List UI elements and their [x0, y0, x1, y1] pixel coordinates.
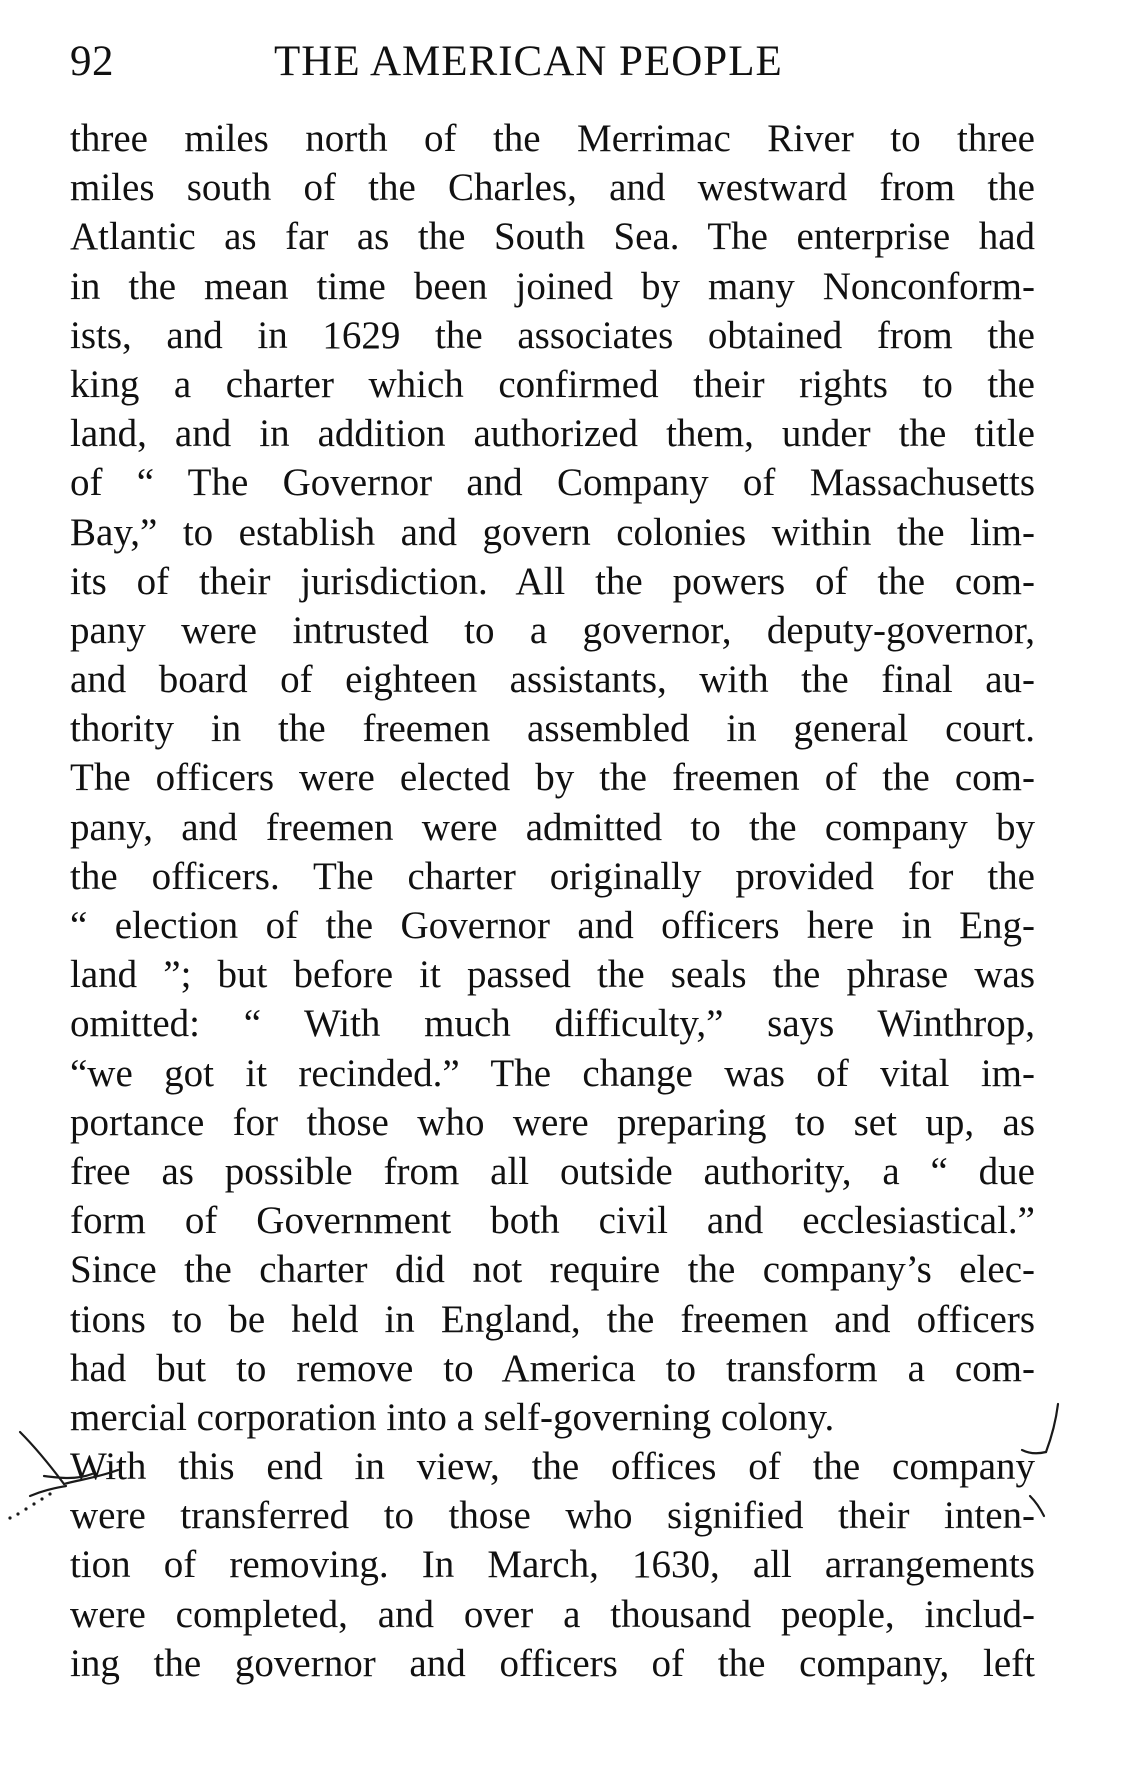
text-line: “we got it recinded.” The change was of vital im- [70, 1051, 1035, 1095]
text-line: The officers were elected by the freemen of the com- [70, 756, 1035, 800]
page-header-title: THE AMERICAN PEOPLE [274, 38, 783, 85]
text-line: pany were intrusted to a governor, deputy-governor, [70, 608, 1035, 652]
text-line: mercial corporation into a self-governing colony. [70, 1395, 835, 1439]
text-line: miles south of the Charles, and westward from the [70, 166, 1035, 210]
text-line: form of Government both civil and ecclesiastical.” [70, 1199, 1035, 1243]
text-line: ists, and in 1629 the associates obtained from the [70, 313, 1035, 357]
text-line: Bay,” to establish and govern colonies within the lim- [70, 510, 1035, 554]
text-line: omitted: “ With much difficulty,” says Winthrop, [70, 1002, 1035, 1046]
text-line: portance for those who were preparing to set up, as [70, 1100, 1035, 1144]
text-line: and board of eighteen assistants, with the final au- [70, 658, 1035, 702]
body-text [70, 114, 1035, 1688]
text-line: land, and in addition authorized them, under the title [70, 412, 1035, 456]
dotted-mark-left [8, 1492, 51, 1519]
text-line: had but to remove to America to transform a com- [70, 1346, 1035, 1390]
text-line: ing the governor and officers of the company, left [70, 1641, 1035, 1685]
text-line: in the mean time been joined by many Nonconform- [70, 264, 1035, 308]
text-line: of “ The Governor and Company of Massachusetts [70, 461, 1035, 505]
text-line: land ”; but before it passed the seals the phrase was [70, 953, 1035, 997]
text-line: king a charter which confirmed their rights to the [70, 362, 1035, 406]
text-line: free as possible from all outside authority, a “ due [70, 1149, 1035, 1193]
page-number: 92 [70, 38, 114, 85]
text-line: tions to be held in England, the freemen and officers [70, 1297, 1035, 1341]
text-line: its of their jurisdiction. All the powers of the com- [70, 559, 1035, 603]
text-line: tion of removing. In March, 1630, all arrangements [70, 1543, 1035, 1587]
text-line: Since the charter did not require the company’s elec- [70, 1248, 1035, 1292]
text-line: With this end in view, the offices of the company [70, 1445, 1035, 1489]
text-line: were completed, and over a thousand people, includ- [70, 1592, 1035, 1636]
text-line: “ election of the Governor and officers here in Eng- [70, 904, 1035, 947]
text-line: three miles north of the Merrimac River to three [70, 117, 1035, 160]
text-line: the officers. The charter originally provided for the [70, 854, 1035, 898]
text-line: Atlantic as far as the South Sea. The enterprise had [70, 215, 1035, 259]
text-line: thority in the freemen assembled in general court. [70, 707, 1035, 751]
text-line: were transferred to those who signified their inten- [70, 1494, 1035, 1538]
text-line: pany, and freemen were admitted to the company by [70, 805, 1035, 849]
running-head [70, 32, 1030, 92]
